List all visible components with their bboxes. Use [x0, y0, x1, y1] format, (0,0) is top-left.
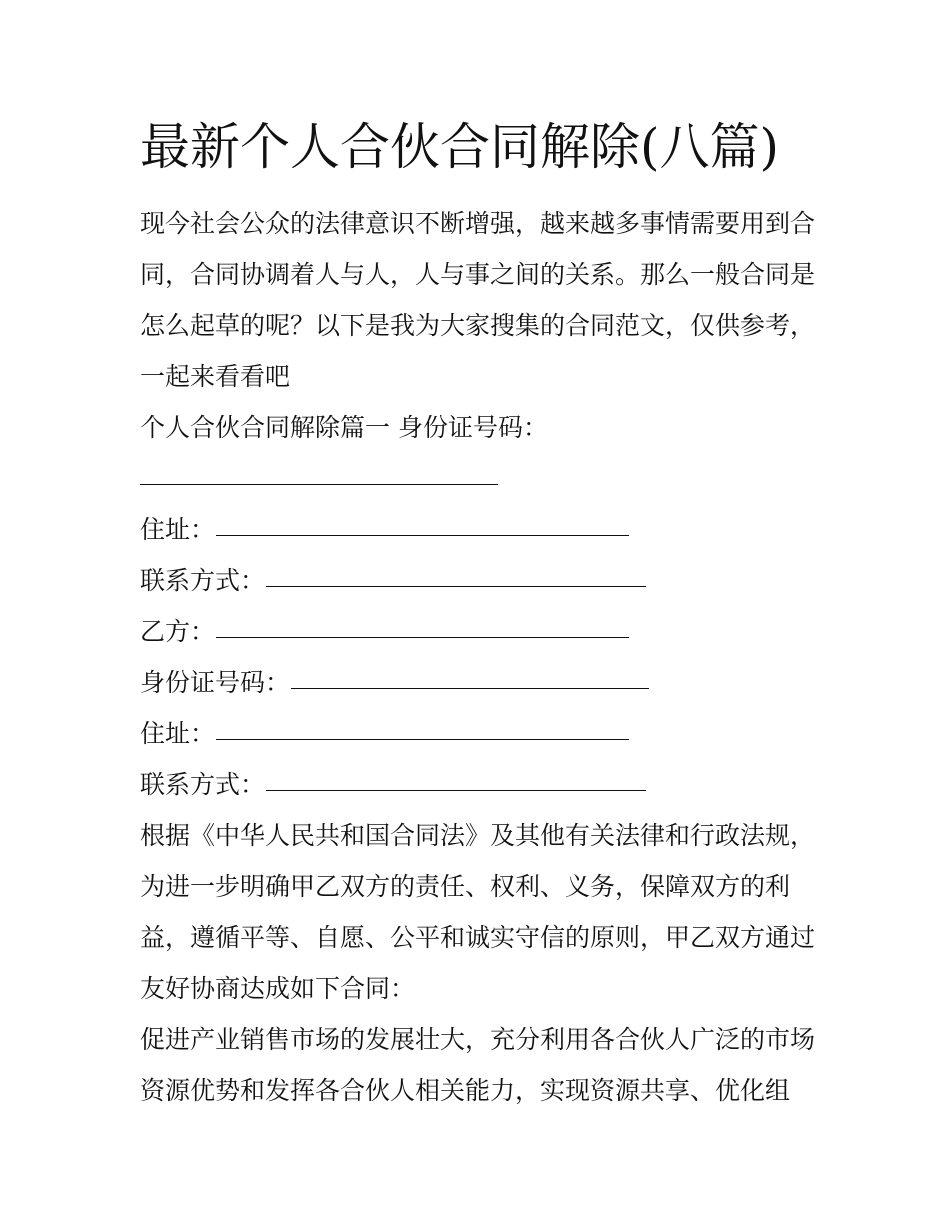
- contact-b-blank: [266, 790, 646, 791]
- id-number-a-blank-line: [140, 453, 820, 504]
- intro-line-3: 怎么起草的呢？以下是我为大家搜集的合同范文，仅供参考，: [140, 311, 816, 340]
- paragraph-line-3: 益，遵循平等、自愿、公平和诚实守信的原则，甲乙双方通过: [140, 923, 816, 952]
- contact-a-row: [140, 555, 820, 606]
- contact-b-row: [140, 759, 820, 810]
- contact-b-label: 联系方式：: [140, 770, 266, 799]
- address-b-row: [140, 708, 820, 759]
- address-a-blank: [216, 535, 629, 536]
- contact-a-blank: [266, 586, 646, 587]
- contact-a-label: 联系方式：: [140, 566, 266, 595]
- purpose-line-2: 资源优势和发挥各合伙人相关能力，实现资源共享、优化组: [140, 1076, 791, 1105]
- intro-line-2: 同，合同协调着人与人，人与事之间的关系。那么一般合同是: [140, 260, 816, 289]
- party-b-row: [140, 606, 820, 657]
- id-number-b-row: [140, 657, 820, 708]
- paragraph-line-1: 根据《中华人民共和国合同法》及其他有关法律和行政法规，: [140, 821, 816, 850]
- id-number-b-blank: [291, 688, 649, 689]
- document-body: [140, 198, 820, 1116]
- intro-line-1: 现今社会公众的法律意识不断增强，越来越多事情需要用到合: [140, 209, 816, 238]
- party-b-label: 乙方：: [140, 617, 216, 646]
- purpose-line-1: 促进产业销售市场的发展壮大，充分利用各合伙人广泛的市场: [140, 1025, 816, 1054]
- id-number-a-blank: [140, 484, 498, 485]
- address-a-label: 住址：: [140, 515, 216, 544]
- paragraph-line-4: 友好协商达成如下合同：: [140, 974, 416, 1003]
- address-b-label: 住址：: [140, 719, 216, 748]
- address-a-row: [140, 504, 820, 555]
- address-b-blank: [216, 739, 629, 740]
- document-title: 最新个人合伙合同解除(八篇): [140, 118, 780, 176]
- party-b-blank: [216, 637, 629, 638]
- paragraph-line-2: 为进一步明确甲乙双方的责任、权利、义务，保障双方的利: [140, 872, 791, 901]
- section-heading: 个人合伙合同解除篇一 身份证号码：: [140, 413, 548, 442]
- intro-line-4: 一起来看看吧: [140, 362, 291, 391]
- id-number-b-label: 身份证号码：: [140, 668, 291, 697]
